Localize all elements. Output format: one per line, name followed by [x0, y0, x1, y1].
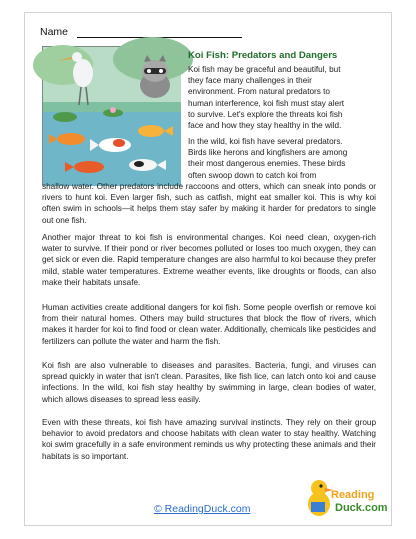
- paragraph-1-line: to survive. Let's explore the threats koi fish: [188, 109, 343, 119]
- paragraph-1-line: face and how they stay healthy in the wild.: [188, 121, 342, 131]
- paragraph-1-line: Koi fish may be graceful and beautiful, but: [188, 65, 341, 74]
- paragraph-3: Another major threat to koi fish is environmental changes. Koi need clean, oxygen-rich water to survive. If their pond or river becomes polluted or loses too much oxygen, they can get sick or even die. Rapid temperature changes are also harmful to koi because they prefer mild, stable water temperatures. Extreme weather events, like droughts or floods, can also make their habitats unsafe.: [42, 233, 376, 287]
- paragraph-2-top: [188, 136, 376, 181]
- svg-text:Reading: Reading: [331, 489, 375, 501]
- paragraph-2-line: their most dangerous enemies. These birds: [188, 159, 346, 169]
- koi-pond-illustration: [42, 46, 180, 185]
- paragraph-2-line: In the wild, koi fish have several predators.: [188, 137, 343, 146]
- paragraph-4: Human activities create additional dangers for koi fish. Some people overfish or remove koi from their natural homes. Others may build structures that block the flow of rivers, which makes it harder for koi to find food or clean water. Additionally, chemicals like pesticides and fertilizers can pollute the water and harm the fish.: [42, 303, 376, 346]
- paragraph-2-line: often swoop down to catch koi from: [188, 170, 317, 180]
- paragraph-1-line: they face many challenges in their: [188, 76, 312, 86]
- name-label: Name: [40, 26, 69, 38]
- paragraph-1-line: environment. From natural predators to: [188, 87, 330, 97]
- svg-text:Duck.com: Duck.com: [335, 502, 388, 514]
- paragraph-2-line: Birds like herons and kingfishers are among: [188, 148, 348, 158]
- paragraph-2-rest: shallow water. Other predators include raccoons and otters, which can sneak into ponds or rivers to hunt koi. Even larger fish, such as catfish, might eat smaller koi. This is why koi often swim in schools—it helps them stay safer by making it harder for predators to single out one fish.: [42, 182, 376, 225]
- paragraph-1-line: human interference, koi fish must stay alert: [188, 98, 345, 108]
- reading-duck-logo: [305, 476, 388, 520]
- paragraph-6: Even with these threats, koi fish have amazing survival instincts. They rely on their group behavior to avoid predators and choose habitats with clean water to stay healthy. Watching koi swim gracefully in a safe environment reminds us why protecting these animals and their habitats is so important.: [42, 418, 376, 461]
- article-title: Koi Fish: Predators and Dangers: [188, 50, 338, 61]
- footer-link[interactable]: © ReadingDuck.com: [154, 503, 251, 515]
- paragraph-5: Koi fish are also vulnerable to diseases and parasites. Bacteria, fungi, and viruses can spread quickly in water that isn't clean. Parasites, like fish lice, can latch onto koi and cause infections. In the wild, koi fish stay healthy by swimming in large, clean bodies of water, which allows diseases to spread less easily.: [42, 361, 376, 404]
- paragraph-1: [188, 64, 376, 131]
